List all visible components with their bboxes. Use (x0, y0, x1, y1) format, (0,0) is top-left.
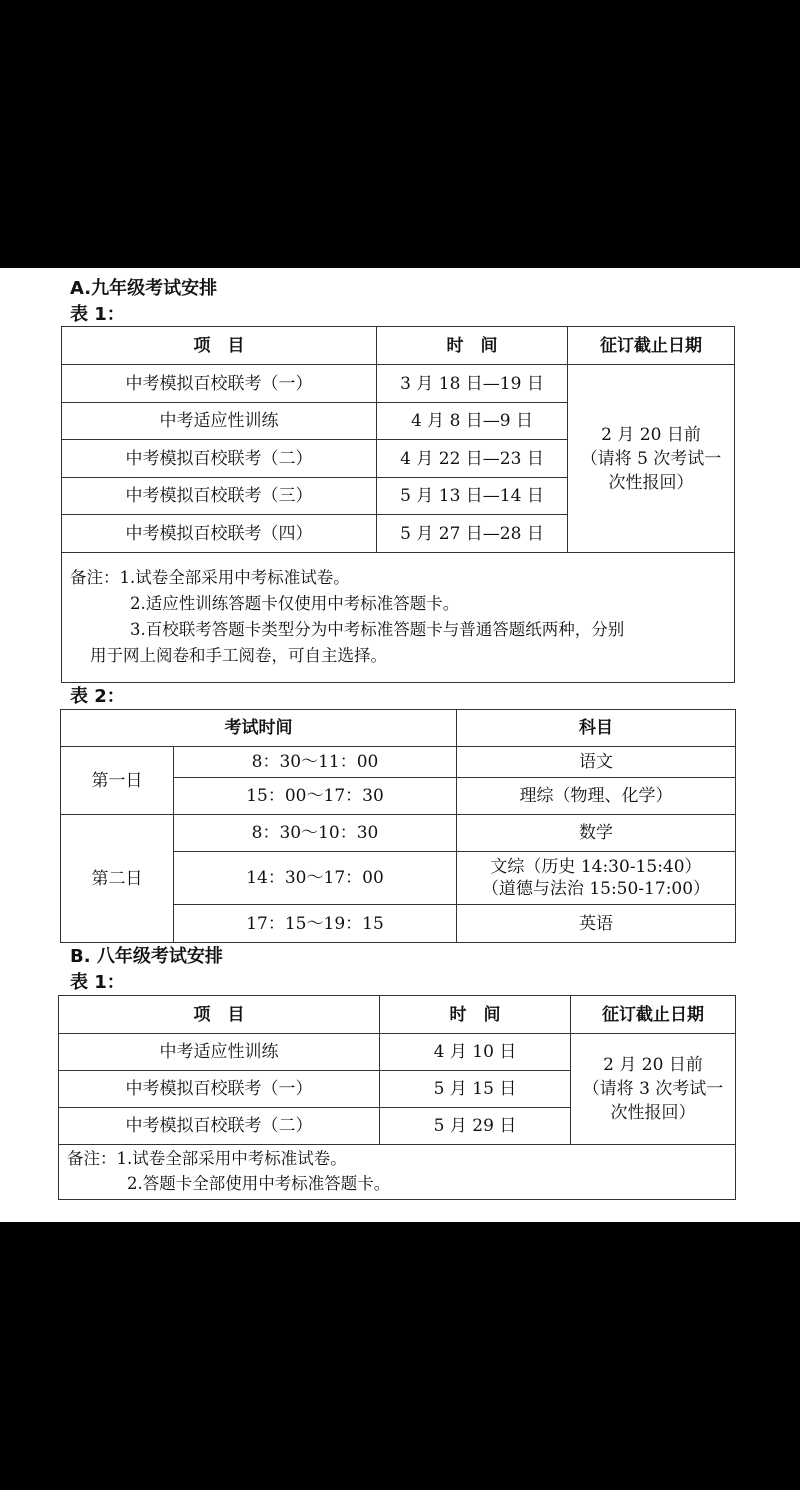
table-cell-subject: 数学 (579, 823, 613, 843)
table-cell-time: 5 月 13 日—14 日 (400, 486, 544, 506)
note-line: 2.答题卡全部使用中考标准答题卡。 (127, 1174, 391, 1193)
section-b-heading: B. 八年级考试安排 (70, 946, 223, 967)
table-cell-time: 5 月 15 日 (433, 1079, 517, 1099)
header-deadline: 征订截止日期 (602, 1004, 704, 1025)
note-line: 用于网上阅卷和手工阅卷，可自主选择。 (90, 646, 387, 665)
deadline-line: 2 月 20 日前 (603, 1055, 703, 1075)
deadline-line: 次性报回） (610, 1103, 696, 1123)
table-cell-item: 中考模拟百校联考（一） (125, 1079, 313, 1099)
note-line: 2.适应性训练答题卡仅使用中考标准答题卡。 (130, 594, 460, 613)
header-item: 项 目 (193, 1004, 245, 1025)
subject-line: （道德与法治 15:50-17:00） (481, 879, 711, 899)
table-cell-time: 8：30～10：30 (251, 823, 379, 843)
table-cell-time: 4 月 10 日 (433, 1042, 517, 1062)
table-cell-time: 14：30～17：00 (246, 868, 384, 888)
table-cell-subject: 英语 (579, 913, 613, 934)
table-cell-time: 5 月 27 日—28 日 (400, 523, 544, 544)
table-cell-item: 中考模拟百校联考（二） (125, 1116, 313, 1136)
table-cell-time: 15：00～17：30 (246, 786, 384, 806)
header-exam-time: 考试时间 (224, 718, 293, 738)
header-time: 时 间 (449, 1004, 501, 1025)
section-a-heading: A.九年级考试安排 (70, 278, 218, 299)
note-line: 3.百校联考答题卡类型分为中考标准答题卡与普通答题纸两种，分别 (130, 620, 625, 639)
header-item: 项 目 (193, 335, 245, 356)
subject-line: 文综（历史 14:30-15:40） (490, 857, 702, 877)
header-time: 时 间 (446, 335, 498, 356)
table-cell-item: 中考模拟百校联考（二） (125, 448, 313, 469)
note-line: 备注：1.试卷全部采用中考标准试卷。 (70, 568, 350, 587)
section-a-table2 (60, 709, 736, 943)
section-b-table1 (58, 995, 736, 1200)
table-cell-subject: 理综（物理、化学） (519, 786, 673, 806)
table-cell-time: 17：15～19：15 (246, 913, 384, 934)
table-cell-time: 5 月 29 日 (433, 1116, 517, 1136)
day-label: 第二日 (91, 868, 143, 889)
table-cell-subject: 语文 (579, 752, 613, 772)
header-subject: 科目 (579, 718, 613, 738)
table-cell-item: 中考适应性训练 (159, 1042, 279, 1062)
table-cell-time: 4 月 8 日—9 日 (410, 411, 534, 431)
table-cell-item: 中考模拟百校联考（三） (125, 486, 313, 506)
deadline-line: （请将 5 次考试一 (580, 448, 722, 469)
table-cell-time: 3 月 18 日—19 日 (400, 373, 544, 394)
table-cell-item: 中考模拟百校联考（一） (125, 373, 313, 394)
deadline-line: 2 月 20 日前 (601, 424, 701, 445)
table-cell-subject (457, 852, 735, 904)
document-page (0, 268, 800, 1222)
deadline-cell (571, 1034, 735, 1144)
deadline-cell (568, 365, 734, 552)
section-a-table1 (61, 326, 735, 683)
table-cell-item: 中考模拟百校联考（四） (125, 523, 313, 544)
day-label: 第一日 (91, 770, 143, 791)
note-line: 备注：1.试卷全部采用中考标准试卷。 (67, 1149, 347, 1168)
deadline-line: 次性报回） (608, 472, 694, 493)
deadline-line: （请将 3 次考试一 (582, 1079, 724, 1099)
table-cell-time: 8：30～11：00 (251, 752, 379, 772)
table-cell-item: 中考适应性训练 (159, 411, 279, 431)
header-deadline: 征订截止日期 (600, 335, 702, 356)
table-cell-time: 4 月 22 日—23 日 (400, 448, 544, 469)
section-b-table1-label: 表 1： (70, 972, 125, 993)
section-a-table1-label: 表 1： (70, 304, 125, 325)
section-a-table2-label: 表 2： (70, 686, 125, 707)
